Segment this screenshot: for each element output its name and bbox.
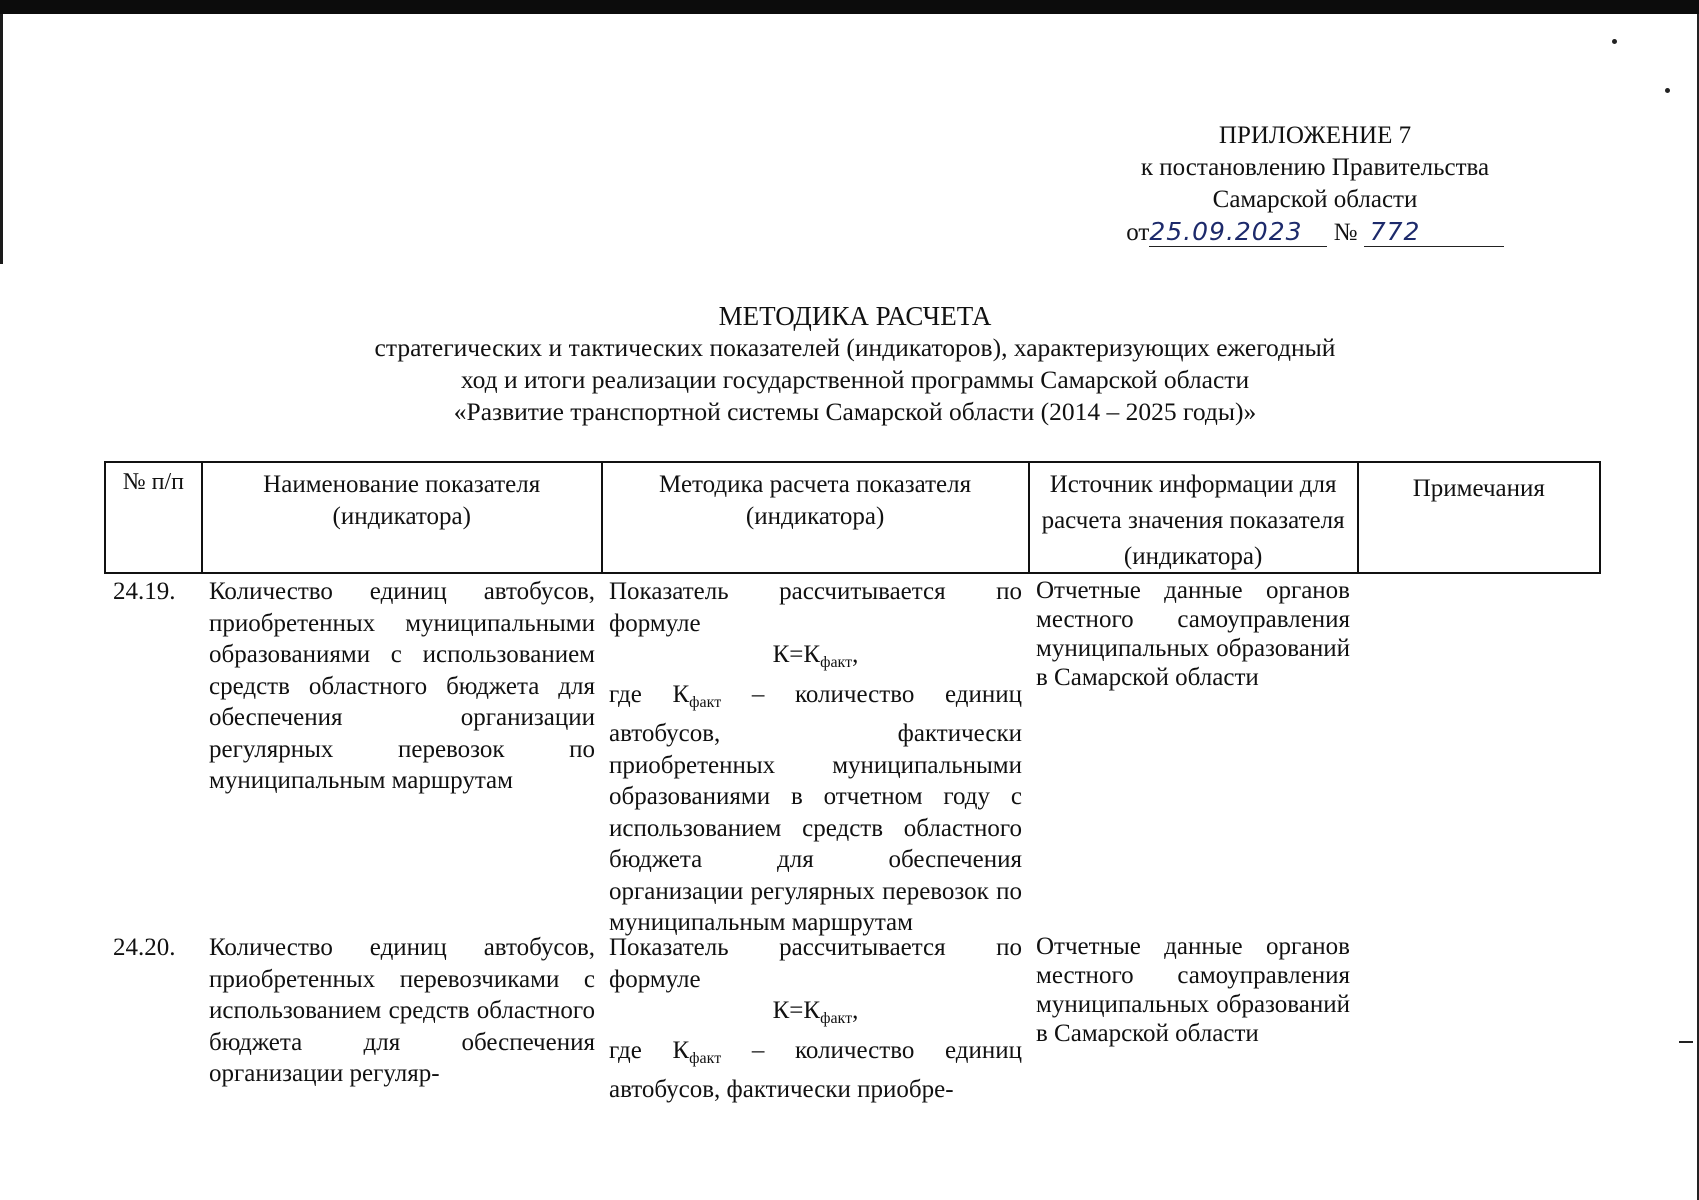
method-formula: $К=К_{факт}$, [772,641,859,671]
row-number: 24.19. [113,578,176,605]
row-source: Отчетные данные органов местного самоуправления муниципальных образований в Самарской области [1036,577,1350,691]
method-where: где $К_{факт}$ – количество единиц автобусов, фактически приобретенных муниципальными образованиями в отчетном году с использованием средств областного бюджета для обеспечения организации регулярных перевозок по муниципальным маршрутам [609,680,1022,936]
title-line-3: «Развитие транспортной системы Самарской области (2014 – 2025 годы)» [453,397,1257,426]
date-underline [1149,216,1327,247]
scan-border-left [0,14,3,264]
handwritten-number: 772 [1369,217,1421,246]
method-intro: Показатель рассчитывается по формуле [609,578,1022,637]
row-method [609,932,1022,1106]
appendix-region-line: Самарской области [1212,186,1418,213]
scan-border-top [0,0,1699,14]
row-indicator-name: Количество единиц автобусов, приобретенных перевозчиками с использованием средств областного бюджета для обеспечения организации регуляр- [209,934,595,1087]
scan-speck [1665,88,1670,93]
row-method [609,576,1022,939]
date-prefix: от [1126,219,1150,246]
appendix-label: ПРИЛОЖЕНИЕ 7 [1218,122,1412,149]
header-name: Наименование показателя (индикатора) [203,463,603,572]
scan-speck [1679,1041,1693,1043]
method-intro: Показатель рассчитывается по формуле [609,934,1022,993]
table-header [104,461,1601,574]
appendix-decree-line: к постановлению Правительства [1140,154,1490,181]
method-formula: $К=К_{факт}$, [772,997,859,1027]
row-source: Отчетные данные органов местного самоуправления муниципальных образований в Самарской области [1036,933,1350,1047]
title-main: МЕТОДИКА РАСЧЕТА [718,301,992,331]
header-notes: Примечания [1412,475,1545,502]
number-underline [1364,216,1504,247]
title-line-1: стратегических и тактических показателей (индикаторов), характеризующих ежегодный [374,333,1336,362]
appendix-date-number-row [1100,216,1530,249]
appendix-header [1100,120,1530,249]
header-num: № п/п [106,463,203,572]
method-where: где $К_{факт}$ – количество единиц автобусов, фактически приобре- [609,1036,1022,1103]
row-number: 24.20. [113,934,176,961]
scan-speck [1612,39,1617,44]
row-indicator-name: Количество единиц автобусов, приобретенных муниципальными образованиями с использованием средств областного бюджета для обеспечения организации регулярных перевозок по муниципальным маршрутам [209,578,595,794]
handwritten-date: 25.09.2023 [1149,217,1303,246]
header-source: Источник информации для расчета значения показателя (индикатора) [1030,463,1359,572]
header-method: Методика расчета показателя (индикатора) [603,463,1030,572]
number-prefix: № [1333,219,1358,246]
document-title [250,300,1460,428]
title-line-2: ход и итоги реализации государственной программы Самарской области [460,365,1250,394]
